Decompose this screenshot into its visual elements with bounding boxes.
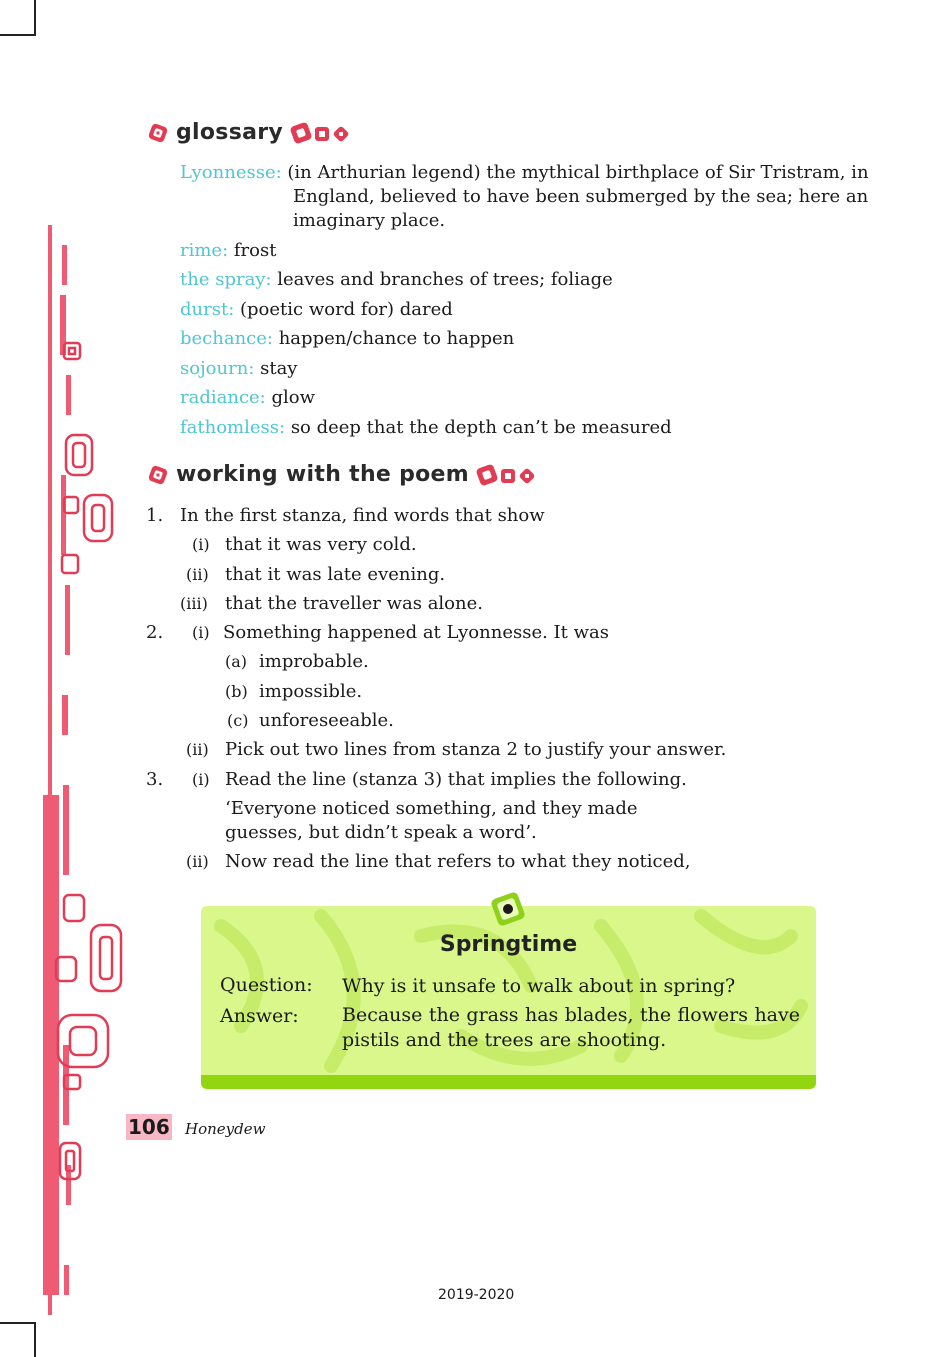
question-2 xyxy=(146,621,886,650)
option-text: improbable. xyxy=(259,651,369,673)
question-1 xyxy=(146,504,886,533)
option-label: (a) xyxy=(225,652,248,672)
part-label: (ii) xyxy=(186,740,209,760)
glossary-term: fathomless: xyxy=(180,416,286,438)
edition-year: 2019-2020 xyxy=(438,1287,515,1303)
question-part xyxy=(146,533,886,562)
glossary-term: Lyonnesse: xyxy=(180,162,282,183)
option-text: unforeseeable. xyxy=(259,710,394,732)
part-text: that it was very cold. xyxy=(225,534,417,556)
joke-answer: Because the grass has blades, the flowers have pistils and the trees are shooting. xyxy=(342,1004,800,1051)
part-text: Now read the line that refers to what they noticed, xyxy=(225,850,691,872)
glossary-heading xyxy=(146,120,355,145)
option-row xyxy=(146,680,886,709)
glossary-list xyxy=(180,161,890,445)
glossary-definition: happen/chance to happen xyxy=(278,328,515,349)
glossary-definition: (in Arthurian legend) the mythical birthplace of Sir Tristram, in England, believed to have been submerged by the sea; here an imaginary place. xyxy=(287,162,869,231)
option-label: (b) xyxy=(225,681,248,701)
glossary-term: radiance: xyxy=(180,387,266,408)
swirl-icon xyxy=(146,463,170,487)
quote-row xyxy=(146,797,886,850)
question-3 xyxy=(146,768,886,797)
glossary-entry xyxy=(180,416,890,440)
joke-question: Why is it unsafe to walk about in spring? xyxy=(342,975,736,997)
questions-list xyxy=(146,504,886,879)
part-label: (i) xyxy=(192,769,210,789)
question-part xyxy=(146,850,886,879)
question-label: Question: xyxy=(220,974,313,996)
part-label: (i) xyxy=(192,623,210,643)
part-label: (ii) xyxy=(186,851,209,871)
glossary-title: glossary xyxy=(176,120,284,145)
swirl-icons-group xyxy=(289,121,355,145)
glossary-term: rime: xyxy=(180,239,229,261)
question-number: 2. xyxy=(146,622,164,644)
glossary-entry xyxy=(180,386,890,410)
glossary-entry xyxy=(180,327,890,351)
glossary-definition: leaves and branches of trees; foliage xyxy=(277,269,613,290)
swirl-icons-group xyxy=(475,463,541,487)
option-row xyxy=(146,709,886,738)
question-part xyxy=(146,592,886,621)
swirl-icon xyxy=(146,121,170,145)
book-title: Honeydew xyxy=(185,1120,266,1138)
glossary-definition: (poetic word for) dared xyxy=(240,298,453,320)
part-text: Pick out two lines from stanza 2 to justify your answer. xyxy=(225,739,727,761)
glossary-term: durst: xyxy=(180,298,235,320)
part-text: Something happened at Lyonnesse. It was xyxy=(223,622,609,644)
glossary-definition: so deep that the depth can’t be measured xyxy=(290,416,672,438)
springtime-title: Springtime xyxy=(439,932,578,957)
working-heading xyxy=(146,462,541,487)
glossary-term: bechance: xyxy=(180,328,273,349)
option-row xyxy=(146,650,886,679)
part-label: (i) xyxy=(192,535,210,555)
glossary-definition: glow xyxy=(271,387,316,408)
glossary-entry xyxy=(180,298,890,322)
glossary-entry xyxy=(180,239,890,263)
question-text: In the first stanza, find words that show xyxy=(180,505,545,526)
part-label: (ii) xyxy=(186,564,209,584)
question-part xyxy=(146,738,886,767)
part-text: that it was late evening. xyxy=(225,563,446,585)
part-text: that the traveller was alone. xyxy=(225,592,483,614)
box-bottom-bar xyxy=(201,1075,816,1089)
quoted-sentence: ‘Everyone noticed something, and they made guesses, but didn’t speak a word’. xyxy=(225,797,638,843)
crop-mark-bottom-left xyxy=(0,1322,36,1357)
glossary-entry xyxy=(180,161,890,233)
glossary-term: sojourn: xyxy=(180,357,255,379)
glossary-definition: stay xyxy=(260,357,298,379)
decorative-swirl-border xyxy=(36,225,136,1325)
answer-label: Answer: xyxy=(220,1005,299,1027)
option-label: (c) xyxy=(227,711,249,731)
working-title: working with the poem xyxy=(176,462,469,487)
option-text: impossible. xyxy=(259,680,363,702)
green-swirl-icon xyxy=(487,888,529,930)
glossary-entry xyxy=(180,357,890,381)
page-number: 106 xyxy=(126,1114,172,1140)
question-number: 3. xyxy=(146,768,164,790)
part-label: (iii) xyxy=(180,593,208,613)
glossary-definition: frost xyxy=(233,239,277,261)
crop-mark-top-left xyxy=(0,0,36,36)
question-number: 1. xyxy=(146,505,164,526)
question-part xyxy=(146,563,886,592)
glossary-entry xyxy=(180,268,890,292)
springtime-box xyxy=(201,906,816,1089)
part-text: Read the line (stanza 3) that implies the following. xyxy=(225,768,687,790)
glossary-term: the spray: xyxy=(180,269,272,290)
